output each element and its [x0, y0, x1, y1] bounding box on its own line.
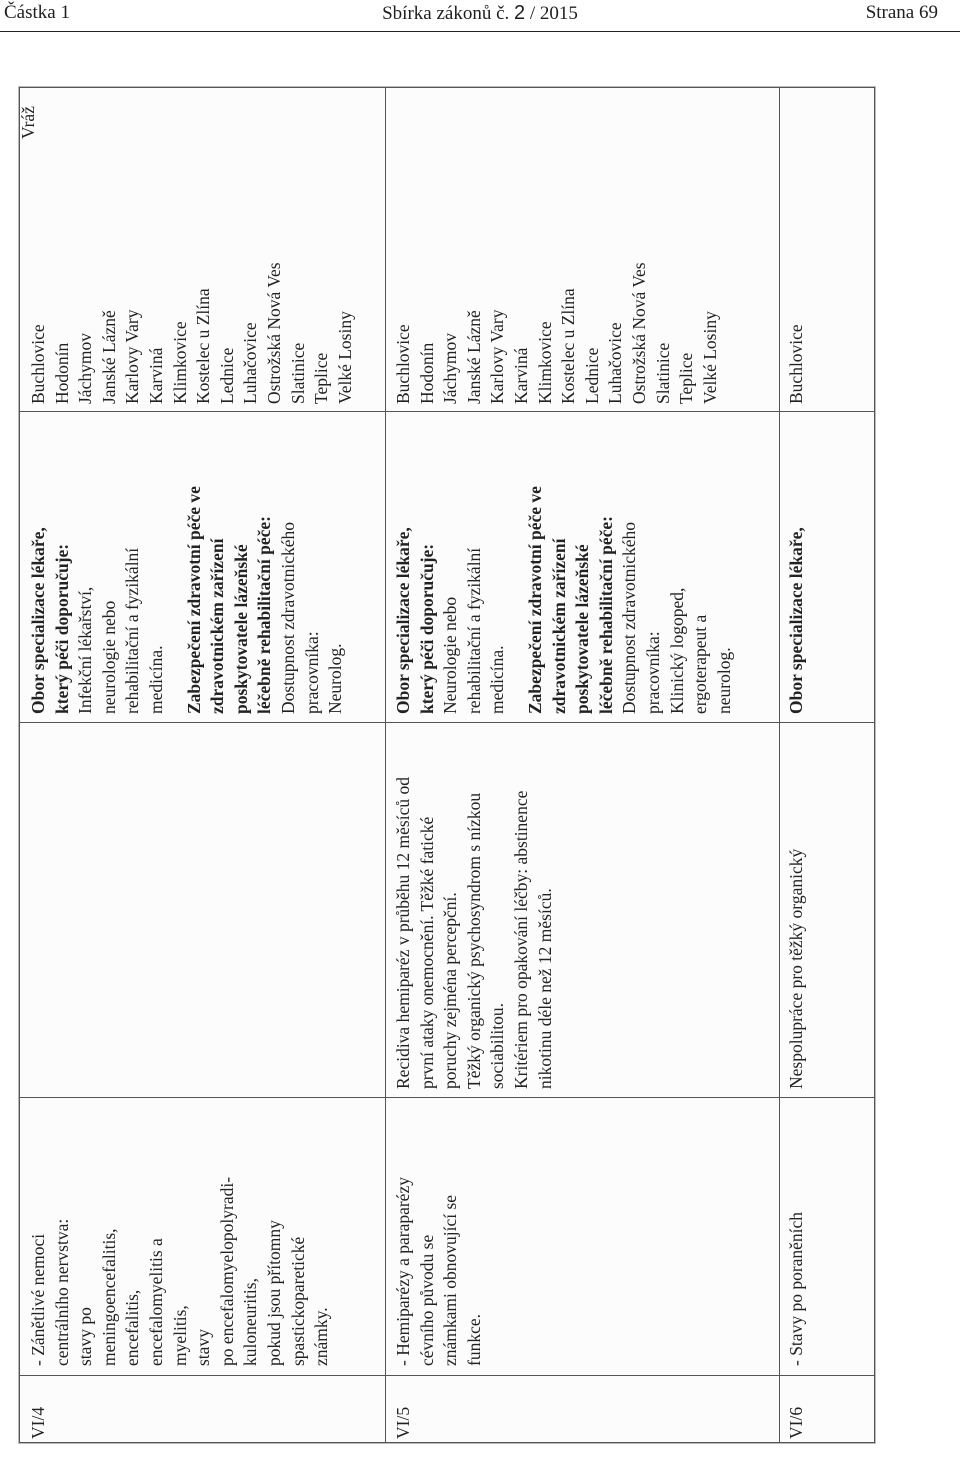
col-border [19, 1442, 875, 1443]
row-diagnosis [785, 1098, 809, 1370]
row-specialization [27, 412, 348, 718]
scanned-table [18, 86, 876, 1444]
specialization-heading: Obor specializace lékaře, [28, 527, 48, 714]
criteria-line: Recidiva hemiparéz v průběhu 12 měsíců od [393, 777, 413, 1089]
spa-name: Karlovy Vary [487, 309, 508, 404]
criteria-line: první ataky onemocnění. Těžké fatické [416, 816, 437, 1089]
diagnosis-line: pokud jsou přítomny [263, 1220, 284, 1366]
collection-title [0, 2, 960, 25]
paragraph-gap [510, 416, 524, 714]
part-number: Částka 1 [4, 2, 70, 23]
diagnosis-line: encefalitis, [122, 1289, 143, 1366]
page-number: Strana 69 [865, 2, 938, 23]
row-code [785, 1376, 809, 1443]
provision-heading: Zabezpečení zdravotní péče ve [524, 486, 545, 714]
spa-header-text: Vráž [18, 106, 38, 139]
criteria-line: sociabilitou. [487, 1002, 508, 1089]
spa-name: Karviná [145, 347, 166, 404]
provision-line: neurolog. [713, 647, 734, 714]
spa-name: Janské Lázně [98, 310, 119, 404]
criteria-line: Těžký organický psychosyndrom s nízkou [463, 792, 484, 1089]
specialization-line: rehabilitační a fyzikální [122, 547, 143, 714]
row-code [392, 1376, 416, 1443]
row-criteria [392, 723, 557, 1093]
specialization-line: rehabilitační a fyzikální [463, 547, 484, 714]
diagnosis-line: stavy [193, 1329, 214, 1366]
provision-heading: poskytovatele lázeňské [230, 544, 251, 714]
provision-line: Klinický logoped, [666, 587, 687, 714]
spa-name: Teplice [676, 352, 697, 404]
row-specialization [785, 412, 809, 718]
rotated-table [19, 87, 875, 1443]
collection-prefix: Sbírka zákonů č. [382, 3, 510, 24]
diagnosis-line: - Zánětlivé nemoci [28, 1233, 48, 1366]
row-diagnosis [27, 1098, 334, 1370]
provision-heading: zdravotnickém zařízení [548, 538, 569, 714]
row-border [385, 87, 386, 1443]
spa-name: Karviná [510, 347, 531, 404]
row-criteria [785, 723, 809, 1093]
specialization-line: neurologie nebo [98, 600, 119, 714]
provision-line: pracovníka: [642, 631, 663, 714]
spa-name: Ostrožská Nová Ves [263, 262, 284, 404]
diagnosis-line: stavy po [75, 1307, 96, 1366]
diagnosis-line: meningoencefalitis, [98, 1228, 119, 1366]
provision-line: pracovníka: [301, 631, 322, 714]
row-code-text: VI/6 [786, 1406, 806, 1439]
specialization-heading: který péči doporučuje: [416, 543, 437, 714]
spa-name: Slatinice [652, 342, 673, 404]
spa-name: Teplice [311, 352, 332, 404]
provision-heading: zdravotnickém zařízení [207, 538, 228, 714]
specialization-line: medicína. [487, 645, 508, 714]
criteria-line: Nespolupráce pro těžký organický [786, 848, 806, 1089]
row-diagnosis [392, 1098, 486, 1370]
paragraph-gap [169, 416, 183, 714]
row-spa-list [27, 88, 357, 408]
specialization-heading: který péči doporučuje: [51, 543, 72, 714]
spa-name: Buchlovice [28, 324, 48, 404]
diagnosis-line: cévního původu se [416, 1234, 437, 1366]
provision-line: Neurolog. [325, 643, 346, 714]
diagnosis-line: známkami obnovující se [440, 1194, 461, 1366]
spa-name: Slatinice [287, 342, 308, 404]
provision-heading: Zabezpečení zdravotní péče ve [183, 486, 204, 714]
row-border [19, 87, 20, 1443]
specialization-line: medicína. [145, 645, 166, 714]
spa-name: Klimkovice [534, 321, 555, 404]
row-spa-list [392, 88, 722, 408]
provision-line: ergoterapeut a [690, 614, 711, 714]
collection-number: 2 [514, 2, 526, 24]
provision-heading: léčebně rehabilitační péče: [254, 516, 275, 714]
spa-name: Kostelec u Zlína [558, 288, 579, 404]
specialization-heading: Obor specializace lékaře, [786, 527, 806, 714]
spa-name: Jáchymov [440, 333, 461, 404]
diagnosis-line: centrálního nervstva: [51, 1218, 72, 1366]
provision-line: Dostupnost zdravotnického [277, 522, 298, 714]
diagnosis-line: - Hemiparézy a paraparézy [393, 1177, 413, 1366]
diagnosis-line: spastickoparetické [287, 1236, 308, 1366]
criteria-line: poruchy zejména percepční. [440, 892, 461, 1089]
spa-name: Hodonín [416, 342, 437, 404]
spa-name: Klimkovice [169, 321, 190, 404]
specialization-line: Infekční lékařství, [75, 586, 96, 714]
row-code-text: VI/4 [28, 1406, 48, 1439]
col-border [19, 1375, 875, 1376]
spa-name: Kostelec u Zlína [193, 288, 214, 404]
spa-name: Buchlovice [786, 324, 806, 404]
spa-name: Luhačovice [605, 322, 626, 404]
spa-name: Lednice [216, 347, 237, 404]
spa-name: Janské Lázně [463, 310, 484, 404]
provision-heading: léčebně rehabilitační péče: [595, 516, 616, 714]
spa-name: Buchlovice [393, 324, 413, 404]
spa-name: Karlovy Vary [122, 309, 143, 404]
row-code [27, 1376, 51, 1443]
spa-name: Lednice [581, 347, 602, 404]
diagnosis-line: encefalomyelitis a [145, 1238, 166, 1366]
collection-year: / 2015 [529, 3, 578, 24]
spa-name: Velké Losiny [334, 311, 355, 404]
diagnosis-line: po encefalomyelopolyradi- [216, 1176, 237, 1366]
spa-name: Ostrožská Nová Ves [628, 262, 649, 404]
spa-name: Luhačovice [240, 322, 261, 404]
criteria-line: nikotinu déle než 12 měsíců. [534, 888, 555, 1089]
diagnosis-line: známky. [311, 1307, 332, 1366]
diagnosis-line: - Stavy po poraněních [786, 1211, 806, 1366]
criteria-line: Kritériem pro opakování léčby: abstinence [510, 790, 531, 1089]
provision-heading: poskytovatele lázeňské [572, 544, 593, 714]
row-spa-list [785, 88, 809, 408]
spa-name: Hodonín [51, 342, 72, 404]
row-code-text: VI/5 [393, 1406, 413, 1439]
row-border [779, 87, 780, 1443]
diagnosis-line: myelitis, [169, 1305, 190, 1366]
diagnosis-line: kuloneuritis, [240, 1278, 261, 1366]
diagnosis-line: funkce. [463, 1314, 484, 1366]
provision-line: Dostupnost zdravotnického [619, 522, 640, 714]
page-header [0, 0, 960, 32]
spa-name: Jáchymov [75, 333, 96, 404]
specialization-line: Neurologie nebo [440, 596, 461, 714]
specialization-heading: Obor specializace lékaře, [393, 527, 413, 714]
row-border [874, 87, 875, 1443]
row-specialization [392, 412, 736, 718]
spa-name: Velké Losiny [699, 311, 720, 404]
